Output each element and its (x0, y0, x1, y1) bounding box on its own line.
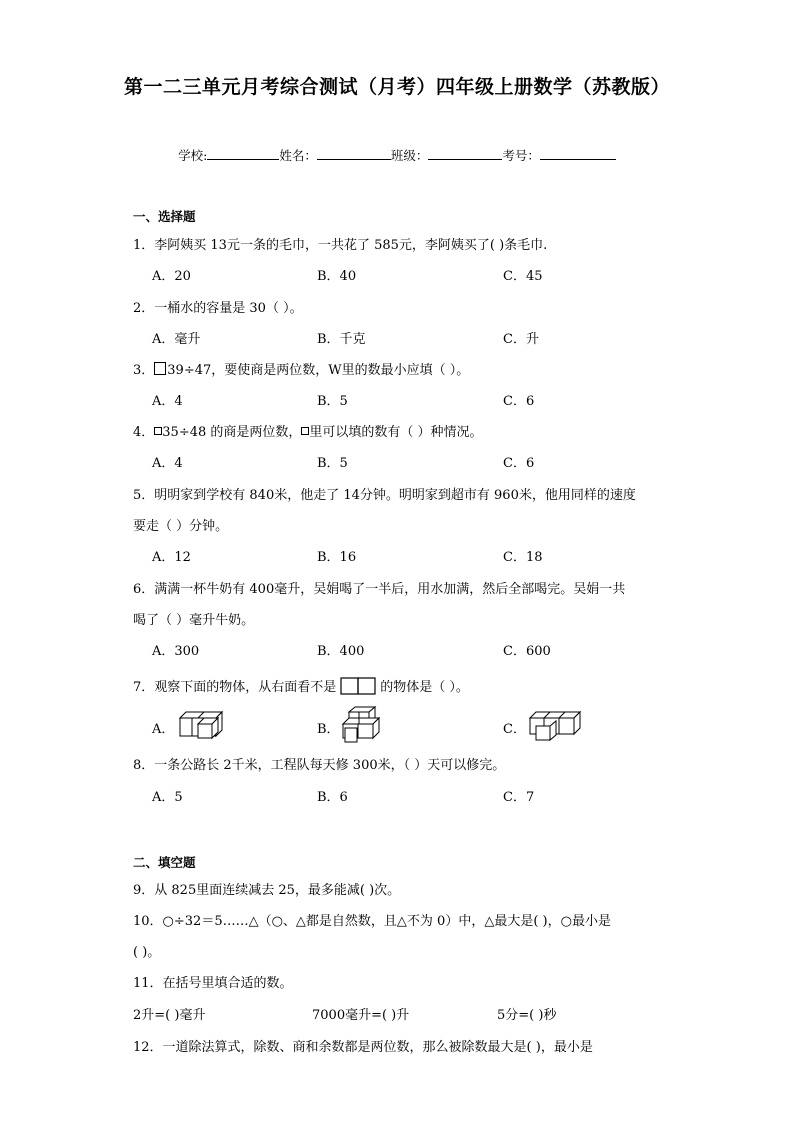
question-5-line-2: 要走（ ）分钟。 (133, 519, 229, 534)
page-title: 第一二三单元月考综合测试（月考）四年级上册数学（苏教版） (123, 76, 670, 98)
exam-number-label: 考号： (502, 148, 540, 163)
section-heading-fill-in: 二、填空题 (133, 855, 196, 870)
class-blank[interactable] (428, 147, 502, 160)
q8-option-b[interactable]: B．6 (317, 790, 348, 805)
q5-option-c[interactable]: C．18 (503, 550, 543, 565)
school-blank[interactable] (207, 147, 279, 160)
q7-option-b[interactable]: B． (317, 722, 340, 737)
q1-option-a[interactable]: A．20 (152, 269, 191, 284)
q3-option-a[interactable]: A．4 (152, 394, 183, 409)
q7-option-c[interactable]: C． (503, 722, 526, 737)
q8-option-c[interactable]: C．7 (503, 790, 535, 805)
q6-option-c[interactable]: C．600 (503, 644, 551, 659)
question-10-line-1: 10．○÷32＝5……△（○、△都是自然数，且△不为 0）中，△最大是( )，○最小是 (133, 914, 611, 929)
question-4: 4． 35÷48 的商是两位数， 里可以填的数有（ ）种情况。 (133, 425, 483, 440)
cube-stack-c-icon[interactable] (526, 708, 584, 742)
q11-blank-2[interactable]: 7000毫升=( )升 (312, 1008, 410, 1023)
exam-number-blank[interactable] (540, 147, 616, 160)
question-5-line-1: 5．明明家到学校有 840米，他走了 14分钟。明明家到超市有 960米，他用同样的速度 (133, 488, 636, 503)
q6-option-b[interactable]: B．400 (317, 644, 365, 659)
question-10-line-2: ( )。 (133, 945, 161, 960)
q11-blank-3[interactable]: 5分=( )秒 (497, 1008, 557, 1023)
q4-option-c[interactable]: C．6 (503, 456, 535, 471)
q2-option-b[interactable]: B．千克 (317, 332, 366, 347)
section-heading-choice: 一、选择题 (133, 209, 196, 224)
question-2: 2．一桶水的容量是 30（ ）。 (133, 301, 303, 316)
name-blank[interactable] (317, 147, 391, 160)
cube-stack-a-icon[interactable] (176, 708, 232, 740)
q6-option-a[interactable]: A．300 (152, 644, 200, 659)
class-label: 班级： (390, 148, 429, 163)
q1-option-c[interactable]: C．45 (503, 269, 543, 284)
q8-option-a[interactable]: A．5 (152, 790, 183, 805)
question-3: 3． 39÷47，要使商是两位数，W里的数最小应填（ ）。 (133, 363, 470, 378)
q3-option-b[interactable]: B．5 (317, 394, 348, 409)
blank-box-icon (154, 362, 166, 375)
question-8: 8．一条公路长 2千米，工程队每天修 300米，（ ）天可以修完。 (133, 758, 506, 773)
school-label: 学校: (178, 148, 208, 163)
q2-option-c[interactable]: C．升 (503, 332, 539, 347)
cube-stack-b-icon[interactable] (339, 706, 383, 744)
q1-option-b[interactable]: B．40 (317, 269, 357, 284)
q5-option-b[interactable]: B．16 (317, 550, 357, 565)
name-label: 姓名： (279, 148, 317, 163)
q7-option-a[interactable]: A． (152, 722, 175, 737)
q4-option-b[interactable]: B．5 (317, 456, 348, 471)
question-11: 11．在括号里填合适的数。 (133, 976, 293, 991)
question-1: 1．李阿姨买 13元一条的毛巾，一共花了 585元，李阿姨买了( )条毛巾. (133, 238, 548, 253)
q4-option-a[interactable]: A．4 (152, 456, 183, 471)
q2-option-a[interactable]: A．毫升 (152, 332, 201, 347)
question-9: 9．从 825里面连续减去 25，最多能减( )次。 (133, 883, 401, 898)
student-info-row (0, 146, 794, 164)
q11-blank-1[interactable]: 2升=( )毫升 (133, 1008, 206, 1023)
question-12: 12．一道除法算式，除数、商和余数都是两位数，那么被除数最大是( )，最小是 (133, 1040, 593, 1055)
two-square-view-icon (340, 677, 376, 695)
question-7: 7．观察下面的物体，从右面看不是 的物体是（ ）。 (133, 676, 469, 695)
question-6-line-1: 6．满满一杯牛奶有 400毫升，吴娟喝了一半后，用水加满，然后全部喝完。吴娟一共 (133, 582, 626, 597)
q5-option-a[interactable]: A．12 (152, 550, 191, 565)
question-6-line-2: 喝了（ ）毫升牛奶。 (133, 613, 255, 628)
q3-option-c[interactable]: C．6 (503, 394, 535, 409)
